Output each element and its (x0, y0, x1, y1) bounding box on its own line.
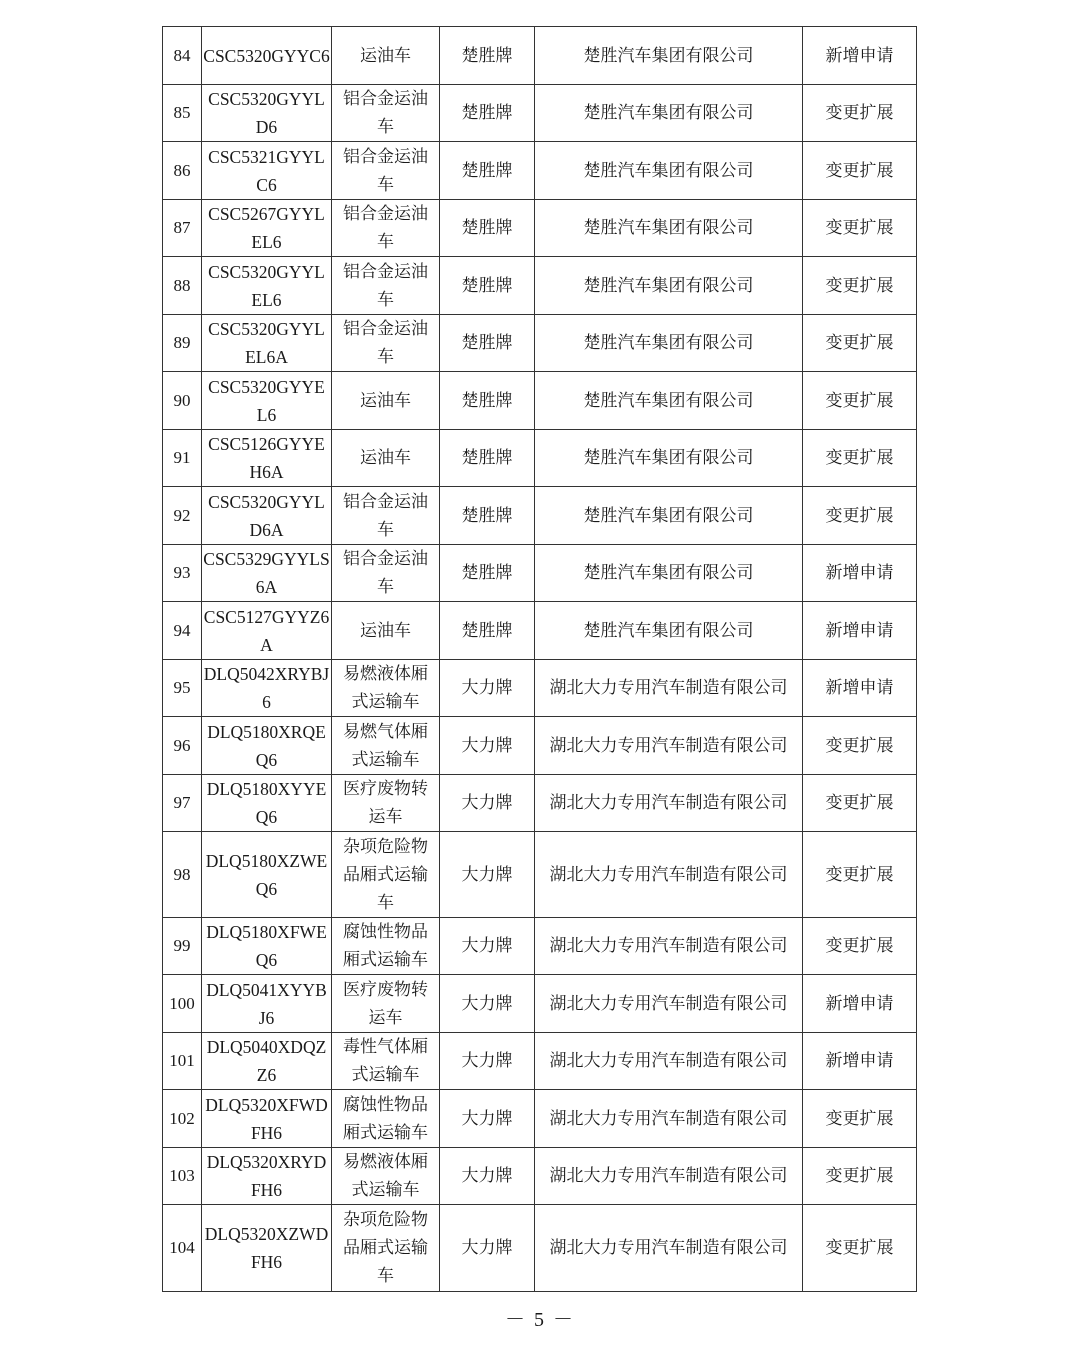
status-cell: 变更扩展 (803, 1148, 917, 1205)
brand-cell: 楚胜牌 (440, 487, 535, 545)
row-number-cell: 100 (163, 975, 202, 1033)
model-cell: CSC5320GYYLD6 (202, 85, 332, 142)
company-cell: 楚胜汽车集团有限公司 (535, 27, 803, 85)
row-number-cell: 94 (163, 602, 202, 660)
vehicle-type-cell: 运油车 (332, 602, 440, 660)
vehicle-type-cell: 易燃液体厢式运输车 (332, 660, 440, 717)
vehicle-type-cell: 杂项危险物品厢式运输车 (332, 1205, 440, 1292)
brand-cell: 楚胜牌 (440, 545, 535, 602)
brand-cell: 大力牌 (440, 660, 535, 717)
table-row (163, 918, 917, 975)
company-cell: 楚胜汽车集团有限公司 (535, 487, 803, 545)
table-row (163, 430, 917, 487)
vehicle-type-cell: 运油车 (332, 372, 440, 430)
brand-cell: 大力牌 (440, 775, 535, 832)
status-cell: 新增申请 (803, 545, 917, 602)
table-row (163, 200, 917, 257)
row-number-cell: 85 (163, 85, 202, 142)
table-row (163, 257, 917, 315)
table-row (163, 27, 917, 85)
status-cell: 变更扩展 (803, 1090, 917, 1148)
vehicle-type-cell: 易燃液体厢式运输车 (332, 1148, 440, 1205)
table-row (163, 372, 917, 430)
row-number-cell: 103 (163, 1148, 202, 1205)
model-cell: DLQ5180XFWEQ6 (202, 918, 332, 975)
row-number-cell: 86 (163, 142, 202, 200)
company-cell: 湖北大力专用汽车制造有限公司 (535, 1148, 803, 1205)
status-cell: 变更扩展 (803, 200, 917, 257)
vehicle-type-cell: 易燃气体厢式运输车 (332, 717, 440, 775)
row-number-cell: 89 (163, 315, 202, 372)
brand-cell: 楚胜牌 (440, 85, 535, 142)
brand-cell: 楚胜牌 (440, 27, 535, 85)
vehicle-type-cell: 铝合金运油车 (332, 257, 440, 315)
brand-cell: 大力牌 (440, 1033, 535, 1090)
status-cell: 新增申请 (803, 975, 917, 1033)
row-number-cell: 87 (163, 200, 202, 257)
status-cell: 变更扩展 (803, 315, 917, 372)
brand-cell: 楚胜牌 (440, 372, 535, 430)
company-cell: 湖北大力专用汽车制造有限公司 (535, 1090, 803, 1148)
vehicle-catalog-table (162, 26, 917, 1292)
table-row (163, 717, 917, 775)
row-number-cell: 101 (163, 1033, 202, 1090)
table-row (163, 1033, 917, 1090)
company-cell: 楚胜汽车集团有限公司 (535, 142, 803, 200)
company-cell: 湖北大力专用汽车制造有限公司 (535, 660, 803, 717)
model-cell: DLQ5320XZWDFH6 (202, 1205, 332, 1292)
model-cell: CSC5329GYYLS6A (202, 545, 332, 602)
brand-cell: 大力牌 (440, 717, 535, 775)
vehicle-type-cell: 铝合金运油车 (332, 85, 440, 142)
table-row (163, 1148, 917, 1205)
table-body (163, 27, 917, 1292)
brand-cell: 大力牌 (440, 975, 535, 1033)
brand-cell: 大力牌 (440, 1090, 535, 1148)
status-cell: 变更扩展 (803, 775, 917, 832)
vehicle-type-cell: 铝合金运油车 (332, 200, 440, 257)
company-cell: 楚胜汽车集团有限公司 (535, 315, 803, 372)
company-cell: 楚胜汽车集团有限公司 (535, 200, 803, 257)
model-cell: CSC5126GYYEH6A (202, 430, 332, 487)
table-row (163, 545, 917, 602)
vehicle-type-cell: 腐蚀性物品厢式运输车 (332, 918, 440, 975)
row-number-cell: 98 (163, 832, 202, 918)
company-cell: 湖北大力专用汽车制造有限公司 (535, 975, 803, 1033)
vehicle-type-cell: 腐蚀性物品厢式运输车 (332, 1090, 440, 1148)
vehicle-type-cell: 毒性气体厢式运输车 (332, 1033, 440, 1090)
status-cell: 新增申请 (803, 1033, 917, 1090)
row-number-cell: 92 (163, 487, 202, 545)
model-cell: CSC5320GYYC6 (202, 27, 332, 85)
table-row (163, 85, 917, 142)
vehicle-type-cell: 运油车 (332, 27, 440, 85)
brand-cell: 大力牌 (440, 1148, 535, 1205)
table-row (163, 142, 917, 200)
model-cell: DLQ5180XYYEQ6 (202, 775, 332, 832)
company-cell: 湖北大力专用汽车制造有限公司 (535, 1205, 803, 1292)
model-cell: DLQ5320XRYDFH6 (202, 1148, 332, 1205)
table-row (163, 832, 917, 918)
status-cell: 变更扩展 (803, 1205, 917, 1292)
table-row (163, 660, 917, 717)
brand-cell: 楚胜牌 (440, 430, 535, 487)
brand-cell: 楚胜牌 (440, 315, 535, 372)
status-cell: 变更扩展 (803, 832, 917, 918)
model-cell: CSC5320GYYEL6 (202, 372, 332, 430)
brand-cell: 大力牌 (440, 1205, 535, 1292)
vehicle-type-cell: 铝合金运油车 (332, 487, 440, 545)
row-number-cell: 104 (163, 1205, 202, 1292)
model-cell: CSC5127GYYZ6A (202, 602, 332, 660)
table-row (163, 975, 917, 1033)
status-cell: 变更扩展 (803, 372, 917, 430)
row-number-cell: 95 (163, 660, 202, 717)
row-number-cell: 90 (163, 372, 202, 430)
model-cell: CSC5320GYYLEL6 (202, 257, 332, 315)
company-cell: 楚胜汽车集团有限公司 (535, 602, 803, 660)
vehicle-type-cell: 运油车 (332, 430, 440, 487)
vehicle-type-cell: 医疗废物转运车 (332, 775, 440, 832)
row-number-cell: 84 (163, 27, 202, 85)
table-row (163, 602, 917, 660)
status-cell: 新增申请 (803, 602, 917, 660)
company-cell: 楚胜汽车集团有限公司 (535, 372, 803, 430)
table-row (163, 487, 917, 545)
model-cell: DLQ5040XDQZZ6 (202, 1033, 332, 1090)
status-cell: 变更扩展 (803, 85, 917, 142)
company-cell: 湖北大力专用汽车制造有限公司 (535, 832, 803, 918)
company-cell: 湖北大力专用汽车制造有限公司 (535, 918, 803, 975)
status-cell: 变更扩展 (803, 487, 917, 545)
row-number-cell: 102 (163, 1090, 202, 1148)
company-cell: 湖北大力专用汽车制造有限公司 (535, 717, 803, 775)
brand-cell: 楚胜牌 (440, 200, 535, 257)
model-cell: CSC5320GYYLD6A (202, 487, 332, 545)
table-row (163, 315, 917, 372)
row-number-cell: 96 (163, 717, 202, 775)
brand-cell: 大力牌 (440, 918, 535, 975)
model-cell: CSC5267GYYLEL6 (202, 200, 332, 257)
status-cell: 新增申请 (803, 660, 917, 717)
row-number-cell: 97 (163, 775, 202, 832)
row-number-cell: 99 (163, 918, 202, 975)
status-cell: 新增申请 (803, 27, 917, 85)
table-row (163, 1205, 917, 1292)
status-cell: 变更扩展 (803, 430, 917, 487)
company-cell: 湖北大力专用汽车制造有限公司 (535, 775, 803, 832)
row-number-cell: 88 (163, 257, 202, 315)
vehicle-type-cell: 铝合金运油车 (332, 142, 440, 200)
company-cell: 湖北大力专用汽车制造有限公司 (535, 1033, 803, 1090)
company-cell: 楚胜汽车集团有限公司 (535, 257, 803, 315)
model-cell: CSC5320GYYLEL6A (202, 315, 332, 372)
model-cell: CSC5321GYYLC6 (202, 142, 332, 200)
brand-cell: 楚胜牌 (440, 602, 535, 660)
model-cell: DLQ5320XFWDFH6 (202, 1090, 332, 1148)
company-cell: 楚胜汽车集团有限公司 (535, 85, 803, 142)
vehicle-type-cell: 铝合金运油车 (332, 315, 440, 372)
status-cell: 变更扩展 (803, 142, 917, 200)
model-cell: DLQ5042XRYBJ6 (202, 660, 332, 717)
vehicle-type-cell: 杂项危险物品厢式运输车 (332, 832, 440, 918)
vehicle-type-cell: 铝合金运油车 (332, 545, 440, 602)
brand-cell: 楚胜牌 (440, 257, 535, 315)
page-number: － 5 － (505, 1309, 575, 1331)
status-cell: 变更扩展 (803, 257, 917, 315)
brand-cell: 大力牌 (440, 832, 535, 918)
model-cell: DLQ5180XZWEQ6 (202, 832, 332, 918)
row-number-cell: 91 (163, 430, 202, 487)
row-number-cell: 93 (163, 545, 202, 602)
model-cell: DLQ5041XYYBJ6 (202, 975, 332, 1033)
status-cell: 变更扩展 (803, 717, 917, 775)
vehicle-type-cell: 医疗废物转运车 (332, 975, 440, 1033)
company-cell: 楚胜汽车集团有限公司 (535, 430, 803, 487)
table-row (163, 775, 917, 832)
model-cell: DLQ5180XRQEQ6 (202, 717, 332, 775)
status-cell: 变更扩展 (803, 918, 917, 975)
table-row (163, 1090, 917, 1148)
brand-cell: 楚胜牌 (440, 142, 535, 200)
company-cell: 楚胜汽车集团有限公司 (535, 545, 803, 602)
